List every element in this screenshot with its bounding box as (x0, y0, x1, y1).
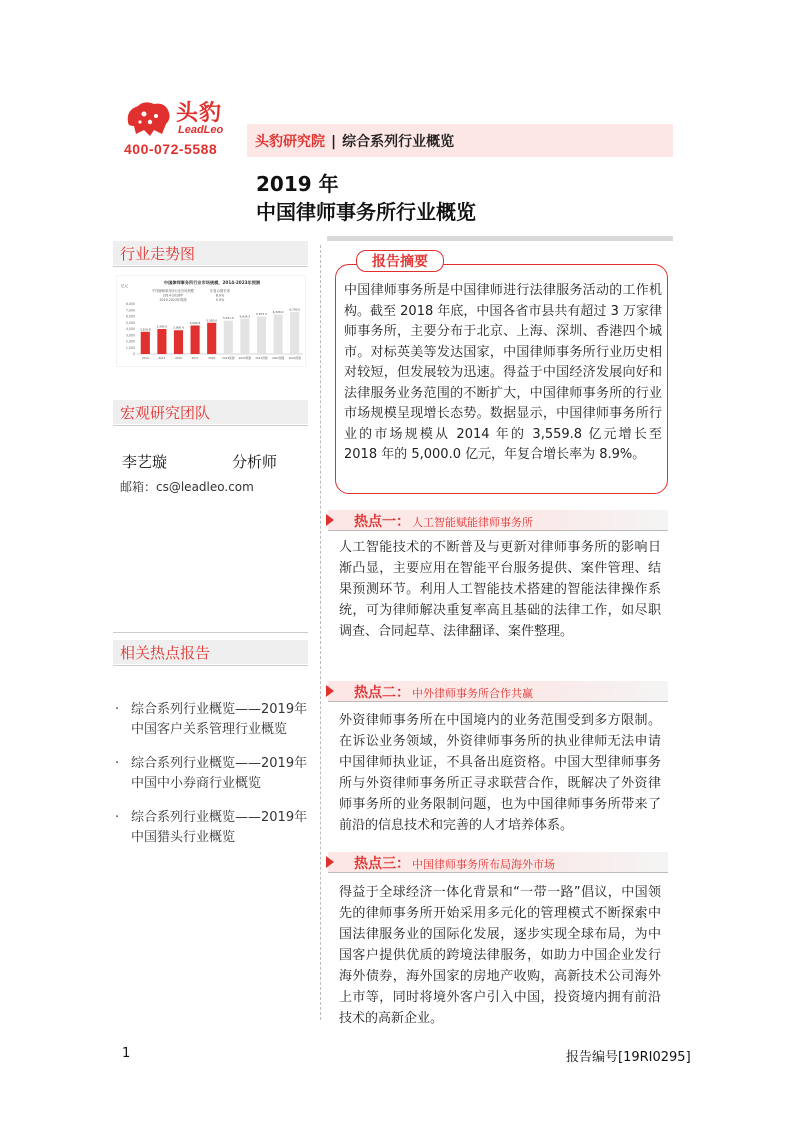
logo-chinese-text: 头豹 (176, 101, 223, 126)
analyst-name: 李艺璇 (122, 453, 168, 471)
phone-number: 400-072-5588 (124, 141, 218, 157)
arrow-right-icon (326, 514, 334, 526)
trend-divider (113, 266, 308, 267)
bar (274, 314, 283, 354)
report-number: 报告编号[19RI0295] (566, 1050, 691, 1065)
y-tick-label: 6,000 (125, 314, 135, 319)
x-tick-label: 2019预测 (222, 356, 235, 360)
bar-value-label: 5,634.5 (239, 314, 251, 319)
hotspot-1-title: 人工智能赋能律师事务所 (412, 516, 533, 529)
summary-text: 中国律师事务所是中国律师进行法律服务活动的工作机构。截至 2018 年底，中国各省市县共有超过 3 万家律师事务所，主要分布于北京、上海、深圳、香港四个城市。对标英美等发达国家，中国律师事务所行业历史相对较短，但发展较为迅速。得益于中国经济发展向好和法律服务业务范围的不断扩大，中国律师事务所的行业市场规模呈现增长态势。数据显示，中国律师事务所行业的市场规模从 2014 年的 3,559.8 亿元增长至 2018 年的 5,000.0 亿元，年复合增长率为 8.9%。 (344, 283, 662, 462)
related-report-title[interactable]: 综合系列行业概览——2019年中国客户关系管理行业概览 (131, 702, 308, 737)
bar (157, 329, 166, 354)
summary-tag (356, 250, 444, 272)
related-heading: 相关热点报告 (120, 644, 211, 662)
hotspot-3-title: 中国律师事务所布局海外市场 (412, 858, 555, 871)
bar-value-label: 4,562.5 (189, 320, 201, 325)
related-divider (113, 665, 308, 666)
banner-category: 综合系列行业概览 (342, 134, 455, 150)
page-title: 中国律师事务所行业概览 (256, 200, 476, 224)
title-year: 2019 年 (256, 172, 339, 196)
trend-chart-svg (117, 276, 307, 368)
bar (141, 332, 150, 354)
hotspot-1-label: 热点一： (354, 514, 410, 530)
related-report-list (113, 700, 313, 862)
trend-section-header (113, 241, 308, 265)
related-section-header (113, 640, 308, 664)
hotspot-3-text: 得益于全球经济一体化背景和“一带一路”倡议，中国领先的律师事务所开始采用多元化的管理模式不断探索中国法律服务业的国际化发展，逐步实现全球布局，为中国客户提供优质的跨境法律服务，如助力中国企业发行海外债券，海外国家的房地产收购，高新技术公司海外上市等，同时将境外客户引入中国，投资境内拥有前沿技术的高新企业。 (339, 885, 661, 1026)
trend-heading: 行业走势图 (120, 245, 196, 263)
legend-cagr-1: 8.9% (215, 293, 225, 298)
team-divider (113, 425, 308, 426)
banner-org: 头豹研究院 (255, 134, 325, 150)
legend-period-2: 2019-2023年预测 (159, 298, 187, 302)
bar-value-label: 3,559.8 (139, 327, 151, 332)
x-tick-label: 2016 (175, 356, 182, 360)
hotspot-1-header (328, 510, 668, 530)
x-tick-label: 2014 (141, 356, 149, 360)
bar (240, 319, 249, 354)
y-tick-label: 5,000 (125, 320, 135, 325)
related-report-item[interactable] (113, 808, 313, 848)
y-tick-label: 0 (132, 352, 135, 357)
legend-period-1: 2014-2018年 (162, 293, 184, 298)
list-bullet: · (115, 756, 120, 771)
bar (207, 323, 216, 354)
list-bullet: · (115, 810, 120, 825)
arrow-right-icon (326, 856, 334, 868)
bar (290, 312, 299, 354)
page-number: 1 (122, 1046, 131, 1061)
hotspot-2-header (328, 681, 668, 701)
x-tick-label: 2020预测 (238, 356, 252, 360)
title-divider (327, 236, 673, 241)
hotspot-2-label: 热点二： (354, 685, 410, 701)
bar-value-label: 5,973.3 (256, 312, 267, 317)
bar (224, 321, 233, 354)
hotspot-3-divider (328, 872, 668, 873)
bar (174, 330, 183, 354)
bar-value-label: 3,800.4 (173, 325, 184, 330)
hotspot-3-header (328, 852, 668, 872)
y-tick-label: 4,000 (125, 327, 135, 332)
x-tick-label: 2021预测 (255, 356, 268, 360)
banner-separator: | (331, 134, 337, 150)
bar (191, 325, 200, 354)
summary-heading: 报告摘要 (372, 254, 428, 270)
bar (257, 317, 266, 354)
list-bullet: · (115, 702, 120, 717)
related-report-item[interactable] (113, 700, 313, 740)
x-tick-label: 2015 (158, 356, 166, 360)
x-tick-label: 2018 (208, 356, 216, 360)
y-tick-label: 2,000 (125, 339, 135, 344)
bar-value-label: 6,328.0 (272, 309, 284, 314)
bar-value-label: 5,000.0 (206, 318, 218, 323)
hotspot-1-divider (328, 530, 668, 531)
hotspot-1-text: 人工智能技术的不断普及与更新对律师事务所的影响日渐凸显，主要应用在智能平台服务提供、案件管理、结果预测环节。利用人工智能技术搭建的智能法律操作系统，可为律师解决重复率高且基础的法律工作，如尽职调查、合同起草、法律翻译、案件整理。 (339, 540, 661, 639)
related-report-title[interactable]: 综合系列行业概览——2019年中国猎头行业概览 (131, 810, 308, 845)
logo-english-text: LeadLeo (178, 124, 224, 136)
related-report-title[interactable]: 综合系列行业概览——2019年中国中小券商行业概览 (131, 756, 308, 791)
analyst-email[interactable]: 邮箱：cs@leadleo.com (120, 480, 254, 494)
trend-chart (116, 275, 306, 367)
team-section-header (113, 400, 308, 424)
related-report-item[interactable] (113, 754, 313, 794)
y-tick-label: 3,000 (125, 333, 135, 338)
x-tick-label: 2023预测 (288, 356, 301, 360)
legend-cagr-2: 5.9% (215, 298, 225, 302)
hotspot-2-divider (328, 701, 668, 702)
hotspot-3-label: 热点三： (354, 856, 410, 872)
hotspot-2-title: 中外律师事务所合作共赢 (412, 687, 533, 700)
header-banner (247, 124, 673, 157)
bar-value-label: 6,700.0 (289, 307, 301, 312)
column-divider (320, 245, 321, 1020)
analyst-role: 分析师 (232, 453, 278, 471)
legend-label-1: 中国律师事务所行业市场规模 (152, 289, 194, 293)
related-top-divider (113, 632, 308, 633)
bar-value-label: 3,995.0 (156, 324, 168, 329)
chart-y-label: 亿元 (121, 284, 129, 288)
x-tick-label: 2017 (191, 356, 199, 360)
team-heading: 宏观研究团队 (120, 404, 211, 422)
chart-title: 中国律师事务所行业市场规模，2014-2023年预测 (163, 280, 261, 285)
hotspot-2-text: 外资律师事务所在中国境内的业务范围受到多方限制。在诉讼业务领域，外资律师事务所的执业律师无法申请中国律师执业证，不具备出庭资格。中国大型律师事务所与外资律师事务所正寻求联营合作，既解决了外资律师事务所的业务限制问题，也为中国律师事务所带来了前沿的信息技术和完善的人才培养体系。 (339, 713, 661, 833)
legend-cagr-label: 年复合增长率 (209, 289, 231, 293)
leopard-logo-icon (124, 100, 174, 140)
x-tick-label: 2022预测 (271, 356, 285, 360)
arrow-right-icon (326, 685, 334, 697)
y-tick-label: 7,000 (125, 308, 135, 313)
bar-value-label: 5,321.0 (222, 316, 234, 321)
y-tick-label: 1,000 (125, 345, 135, 350)
y-tick-label: 8,000 (125, 302, 135, 307)
